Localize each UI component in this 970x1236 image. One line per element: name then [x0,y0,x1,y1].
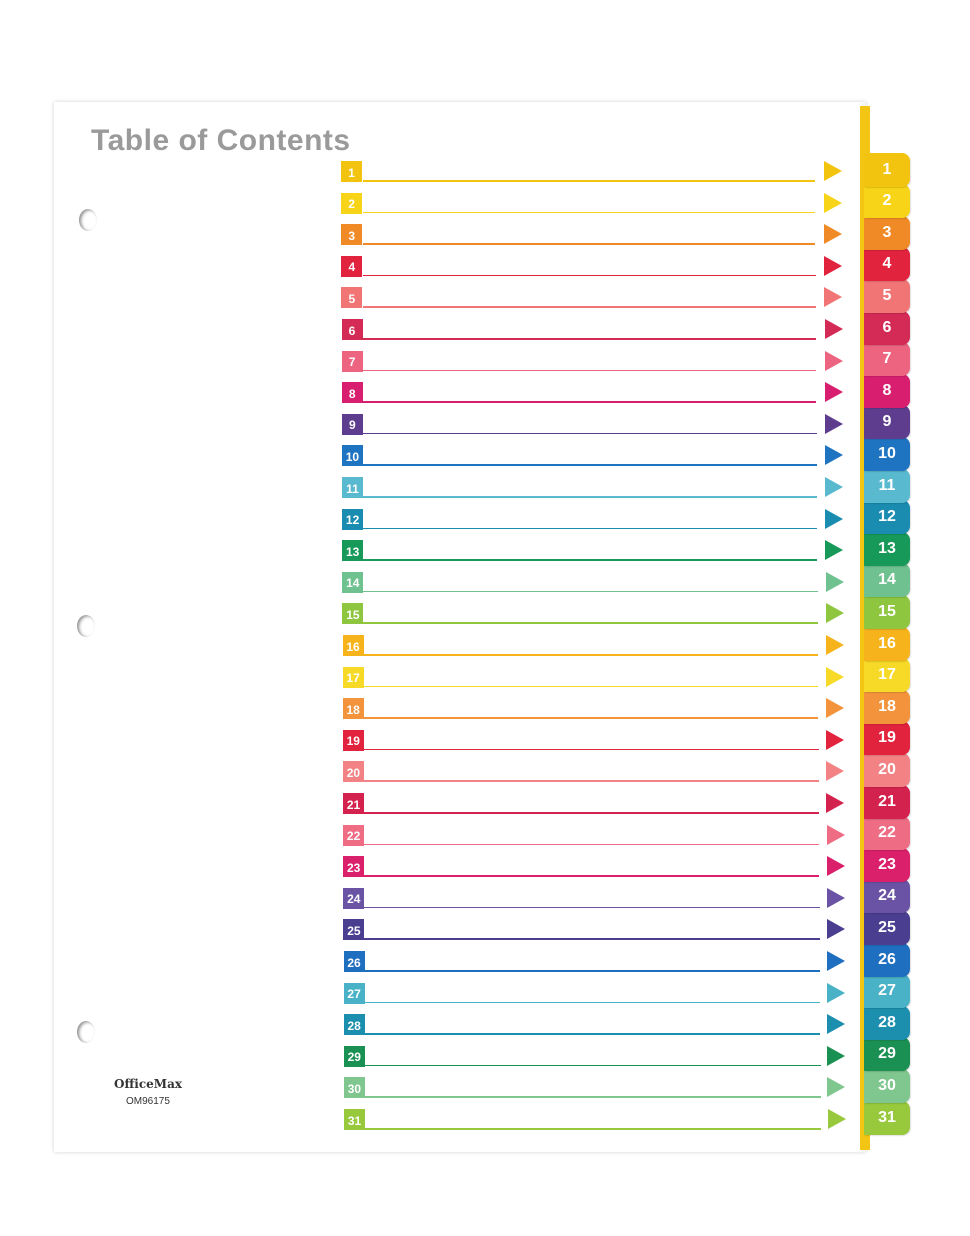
arrow-right-icon [824,287,842,307]
product-code: OM96175 [126,1096,170,1107]
index-tab-22[interactable]: 22 [864,816,910,850]
index-tab-25[interactable]: 25 [864,911,910,945]
row-number-box: 27 [344,983,365,1004]
arrow-right-icon [825,414,843,434]
entry-writing-line[interactable] [363,1128,821,1130]
arrow-right-icon [826,761,844,781]
arrow-right-icon [827,1046,845,1066]
row-number-box: 21 [343,793,364,814]
index-tab-7[interactable]: 7 [864,342,910,376]
index-tab-2[interactable]: 2 [864,184,910,218]
entry-writing-line[interactable] [363,812,819,814]
arrow-right-icon [827,919,845,939]
index-tab-21[interactable]: 21 [864,785,910,819]
index-tab-13[interactable]: 13 [864,532,910,566]
index-tab-18[interactable]: 18 [864,690,910,724]
row-number-box: 6 [342,319,363,340]
arrow-right-icon [827,1014,845,1034]
row-number-box: 4 [341,256,362,277]
arrow-right-icon [827,951,845,971]
entry-writing-line[interactable] [363,938,820,940]
row-number-box: 15 [342,603,363,624]
entry-writing-line[interactable] [363,559,817,561]
index-tab-4[interactable]: 4 [864,247,910,281]
row-number-box: 8 [342,382,363,403]
entry-writing-line[interactable] [363,338,816,340]
entry-writing-line[interactable] [363,844,819,846]
row-number-box: 26 [344,951,365,972]
page-title: Table of Contents [91,124,351,157]
arrow-right-icon [825,540,843,560]
index-tab-8[interactable]: 8 [864,374,910,408]
row-number-box: 2 [341,193,362,214]
arrow-right-icon [825,477,843,497]
entry-writing-line[interactable] [363,970,820,972]
divider-sheet [54,102,866,1152]
index-tab-9[interactable]: 9 [864,405,910,439]
index-tab-1[interactable]: 1 [864,153,910,187]
row-number-box: 23 [343,856,364,877]
index-tab-26[interactable]: 26 [864,943,910,977]
row-number-box: 14 [342,572,363,593]
arrow-right-icon [824,161,842,181]
row-number-box: 9 [342,414,363,435]
entry-writing-line[interactable] [363,1065,821,1067]
arrow-right-icon [824,256,842,276]
arrow-right-icon [826,635,844,655]
arrow-right-icon [826,730,844,750]
index-tab-24[interactable]: 24 [864,879,910,913]
arrow-right-icon [824,193,842,213]
index-tab-6[interactable]: 6 [864,311,910,345]
row-number-box: 5 [341,287,362,308]
index-tab-5[interactable]: 5 [864,279,910,313]
index-tab-29[interactable]: 29 [864,1037,910,1071]
entry-writing-line[interactable] [363,464,817,466]
row-number-box: 10 [342,445,363,466]
row-number-box: 25 [343,919,364,940]
index-tab-15[interactable]: 15 [864,595,910,629]
index-tab-28[interactable]: 28 [864,1006,910,1040]
arrow-right-icon [826,793,844,813]
entry-writing-line[interactable] [363,622,818,624]
entry-writing-line[interactable] [363,907,820,909]
index-tab-20[interactable]: 20 [864,753,910,787]
row-number-box: 30 [344,1077,365,1098]
arrow-right-icon [825,445,843,465]
arrow-right-icon [827,983,845,1003]
entry-writing-line[interactable] [363,212,815,214]
index-tab-10[interactable]: 10 [864,437,910,471]
entry-writing-line[interactable] [363,717,818,719]
entry-writing-line[interactable] [363,370,816,372]
entry-writing-line[interactable] [363,306,816,308]
arrow-right-icon [825,319,843,339]
row-number-box: 20 [343,761,364,782]
index-tab-31[interactable]: 31 [864,1101,910,1135]
arrow-right-icon [826,603,844,623]
entry-writing-line[interactable] [363,528,817,530]
entry-writing-line[interactable] [363,401,816,403]
row-number-box: 17 [343,667,364,688]
row-number-box: 31 [344,1109,365,1130]
row-number-box: 7 [342,351,363,372]
entry-writing-line[interactable] [363,780,819,782]
arrow-right-icon [825,382,843,402]
index-tab-27[interactable]: 27 [864,974,910,1008]
arrow-right-icon [826,667,844,687]
index-tab-11[interactable]: 11 [864,469,910,503]
row-number-box: 29 [344,1046,365,1067]
row-number-box: 28 [344,1014,365,1035]
index-tab-23[interactable]: 23 [864,848,910,882]
arrow-right-icon [826,572,844,592]
index-tab-30[interactable]: 30 [864,1069,910,1103]
entry-writing-line[interactable] [363,686,818,688]
entry-writing-line[interactable] [363,496,817,498]
row-number-box: 22 [343,825,364,846]
entry-writing-line[interactable] [363,875,819,877]
row-number-box: 19 [343,730,364,751]
punch-hole-top [79,209,97,231]
entry-writing-line[interactable] [363,180,815,182]
entry-writing-line[interactable] [363,591,818,593]
index-tab-16[interactable]: 16 [864,627,910,661]
row-number-box: 1 [341,161,362,182]
arrow-right-icon [827,1077,845,1097]
index-tab-17[interactable]: 17 [864,658,910,692]
index-tab-14[interactable]: 14 [864,563,910,597]
entry-writing-line[interactable] [363,1033,820,1035]
arrow-right-icon [824,224,842,244]
punch-hole-middle [77,615,95,637]
brand-logo: OfficeMax [114,1077,183,1091]
row-number-box: 16 [343,635,364,656]
arrow-right-icon [827,856,845,876]
index-tab-19[interactable]: 19 [864,721,910,755]
entry-writing-line[interactable] [363,1002,820,1004]
row-number-box: 18 [343,698,364,719]
arrow-right-icon [828,1109,846,1129]
entry-writing-line[interactable] [363,1096,821,1098]
row-number-box: 12 [342,509,363,530]
arrow-right-icon [827,888,845,908]
entry-writing-line[interactable] [363,275,816,277]
arrow-right-icon [825,351,843,371]
entry-writing-line[interactable] [363,433,817,435]
punch-hole-bottom [77,1021,95,1043]
arrow-right-icon [826,698,844,718]
arrow-right-icon [827,825,845,845]
entry-writing-line[interactable] [363,243,815,245]
row-number-box: 11 [342,477,363,498]
index-tab-3[interactable]: 3 [864,216,910,250]
row-number-box: 3 [341,224,362,245]
entry-writing-line[interactable] [363,654,818,656]
index-tab-12[interactable]: 12 [864,500,910,534]
row-number-box: 24 [343,888,364,909]
entry-writing-line[interactable] [363,749,819,751]
row-number-box: 13 [342,540,363,561]
arrow-right-icon [825,509,843,529]
